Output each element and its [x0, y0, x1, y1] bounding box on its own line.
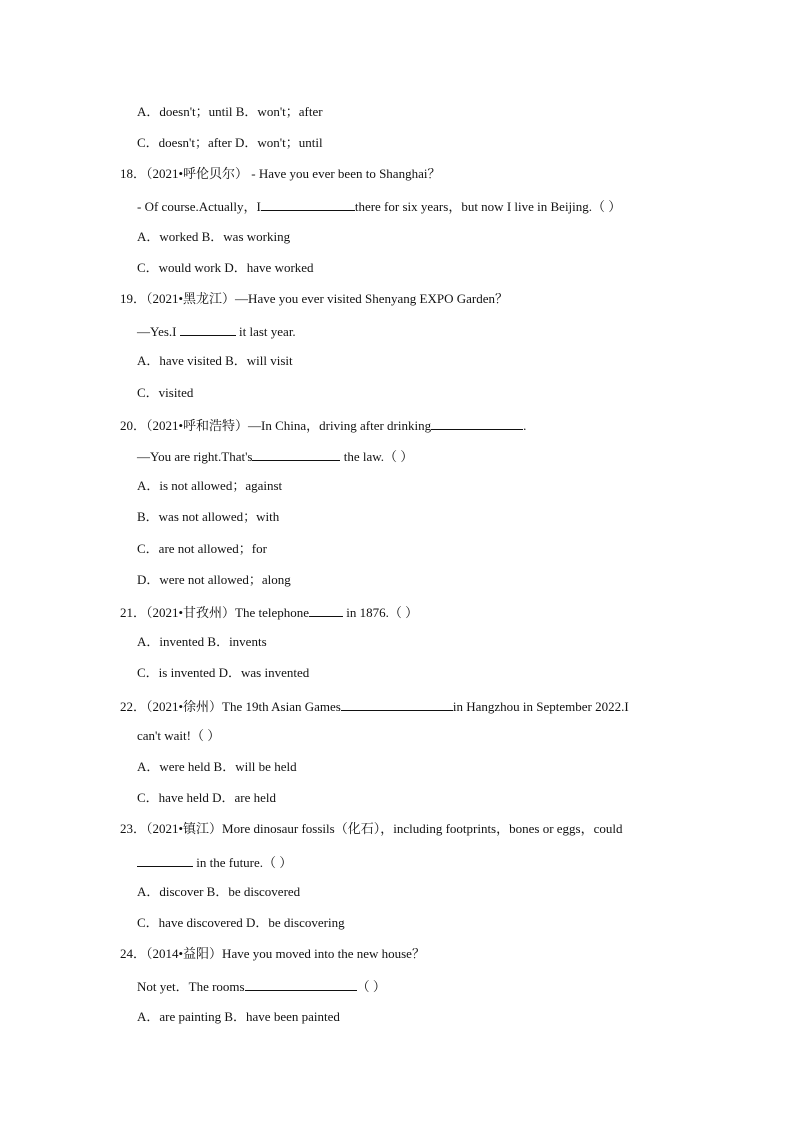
question-20-line2: —You are right.That's the law.（ ） — [137, 449, 414, 464]
line-text: A．is not allowed；against — [137, 478, 283, 493]
line-text: C．have discovered D．be discovering — [137, 915, 345, 930]
question-23-line2: in the future.（ ） — [137, 853, 292, 871]
answer-blank — [137, 853, 193, 867]
option-line-20a — [137, 478, 282, 494]
line-text: 23．（2021•镇江）More dinosaur fossils（化石），including footprints，bones or eggs，could — [120, 821, 623, 836]
option-line-18ab — [137, 229, 290, 245]
line-text: 24．（2014•益阳）Have you moved into the new house？ — [120, 946, 425, 961]
line-text: D．were not allowed；along — [137, 572, 291, 587]
line-text: 19．（2021•黑龙江）—Have you ever visited Shenyang EXPO Garden？ — [120, 291, 508, 306]
line-text: C．visited — [137, 385, 194, 400]
option-line-17ab — [137, 104, 323, 120]
option-line-22cd — [137, 790, 276, 806]
answer-blank — [431, 416, 523, 430]
line-text: A．were held B．will be held — [137, 759, 297, 774]
option-line-17cd — [137, 135, 323, 151]
line-text: C．are not allowed；for — [137, 541, 267, 556]
option-line-19c — [137, 385, 193, 401]
answer-blank — [309, 603, 343, 617]
question-18-line2: - Of course.Actually，I there for six years，but now I live in Beijing.（ ） — [137, 199, 622, 214]
question-24-line2: Not yet．The rooms （ ） — [137, 979, 386, 994]
line-text: B．was not allowed；with — [137, 509, 280, 524]
line-text: A．have visited B．will visit — [137, 353, 293, 368]
option-line-23ab — [137, 884, 300, 900]
question-22: 22．（2021•徐州）The 19th Asian Games in Hangzhou in September 2022.I — [120, 699, 629, 714]
option-line-22ab — [137, 759, 297, 775]
option-line-20c — [137, 541, 267, 557]
question-19-line2: —Yes.I it last year. — [137, 324, 296, 339]
option-line-20b — [137, 509, 279, 525]
question-23 — [120, 821, 623, 837]
line-text: A．invented B．invents — [137, 634, 267, 649]
line-text: A．are painting B．have been painted — [137, 1009, 340, 1024]
answer-blank — [252, 447, 340, 461]
line-text: C．doesn't；after D．won't；until — [137, 135, 323, 150]
option-line-21ab — [137, 634, 267, 650]
question-24 — [120, 946, 425, 962]
answer-blank — [245, 977, 357, 991]
question-21: 21．（2021•甘孜州）The telephone in 1876.（ ） — [120, 605, 419, 620]
question-18 — [120, 166, 440, 182]
answer-blank — [261, 197, 355, 211]
line-text: A．discover B．be discovered — [137, 884, 301, 899]
answer-blank — [180, 322, 236, 336]
option-line-21cd — [137, 665, 309, 681]
line-text: A．doesn't；until B．won't；after — [137, 104, 323, 119]
line-text: C．would work D．have worked — [137, 260, 314, 275]
line-text: C．is invented D．was invented — [137, 665, 310, 680]
line-text: 18．（2021•呼伦贝尔） - Have you ever been to Shanghai？ — [120, 166, 441, 181]
answer-blank — [341, 697, 453, 711]
question-20: 20．（2021•呼和浩特）—In China，driving after drinking . — [120, 418, 527, 433]
line-text: C．have held D．are held — [137, 790, 276, 805]
option-line-24ab — [137, 1009, 340, 1025]
option-line-20d — [137, 572, 291, 588]
line-text: can't wait!（ ） — [137, 728, 221, 743]
question-22-line2 — [137, 728, 220, 744]
question-19 — [120, 291, 508, 307]
option-line-19ab — [137, 353, 293, 369]
line-text: A．worked B．was working — [137, 229, 291, 244]
option-line-23cd — [137, 915, 345, 931]
option-line-18cd — [137, 260, 314, 276]
